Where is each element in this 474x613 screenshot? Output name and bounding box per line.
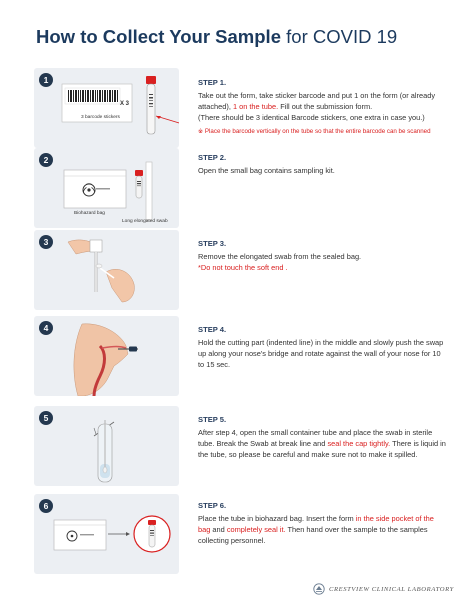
step-4-illustration xyxy=(34,316,179,396)
step-2-illustration xyxy=(34,148,179,228)
barcode-note: ※ Place the barcode vertically on the tube so that the entire barcode can be scanned xyxy=(198,128,431,135)
step-3-illustration xyxy=(34,230,179,310)
swab-label: Long elongated swab xyxy=(122,219,168,224)
step-2-text: STEP 2. Open the small bag contains sampling kit. xyxy=(198,152,448,176)
step-title: STEP 3. xyxy=(198,239,227,248)
biohazard-bag-label: Biohazard bag xyxy=(74,211,105,216)
step-4-text: STEP 4. Hold the cutting part (indented line) in the middle and slowly push the swap up along your nose's bridge and rotate against the wall of your nose for 10 to 15 sec. xyxy=(198,324,448,370)
step-number-badge: 3 xyxy=(39,235,53,249)
step-3-text: STEP 3. Remove the elongated swab from the sealed bag. *Do not touch the soft end . xyxy=(198,238,448,273)
step-title: STEP 4. xyxy=(198,325,227,334)
step-6-illustration xyxy=(34,494,179,574)
step-5-illustration xyxy=(34,406,179,486)
step-number-badge: 4 xyxy=(39,321,53,335)
step-6-text: STEP 6. Place the tube in biohazard bag. Insert the form in the side pocket of the bag and completely seal it. Then hand over the sample to the samples collecting personnel. xyxy=(198,500,448,546)
step-number-badge: 5 xyxy=(39,411,53,425)
warning-text: *Do not touch the soft end . xyxy=(198,263,288,272)
step-number-badge: 1 xyxy=(39,73,53,87)
biohazard-bag-and-swab-icon xyxy=(34,148,179,228)
page-title: How to Collect Your Sample for COVID 19 xyxy=(36,26,398,47)
lab-footer xyxy=(313,583,454,595)
step-number-badge: 6 xyxy=(39,499,53,513)
lab-name: CRESTVIEW CLINICAL LABORATORY xyxy=(329,585,454,593)
stickers-caption: 3 barcode stickers xyxy=(81,115,120,120)
swab-into-tube-icon xyxy=(34,406,179,486)
step-number-badge: 2 xyxy=(39,153,53,167)
tube-in-biohazard-bag-icon xyxy=(34,494,179,574)
lab-logo-icon xyxy=(313,583,325,595)
barcode-stickers-and-tube-icon xyxy=(34,68,179,148)
step-title: STEP 5. xyxy=(198,415,227,424)
step-5-text: STEP 5. After step 4, open the small container tube and place the swab in sterile tube. Break the Swab at break line and seal the cap tightly. There is liquid in the tube, so please be careful and make sure not to make it spilled. xyxy=(198,414,448,460)
nasal-swab-profile-icon xyxy=(34,316,179,396)
step-1-illustration xyxy=(34,68,179,148)
step-title: STEP 6. xyxy=(198,501,227,510)
step-title: STEP 2. xyxy=(198,153,227,162)
hands-removing-swab-icon xyxy=(34,230,179,310)
step-1-text: STEP 1. Take out the form, take sticker barcode and put 1 on the form (or already attached), 1 on the tube. Fill out the submission form. (There should be 3 identical Barcode stickers, one extra in case you.) ※ Place the barcode vertically on the tube so that the entire barcode can be scanned xyxy=(198,77,448,137)
sticker-count-label: X 3 xyxy=(120,101,130,107)
step-title: STEP 1. xyxy=(198,78,227,87)
